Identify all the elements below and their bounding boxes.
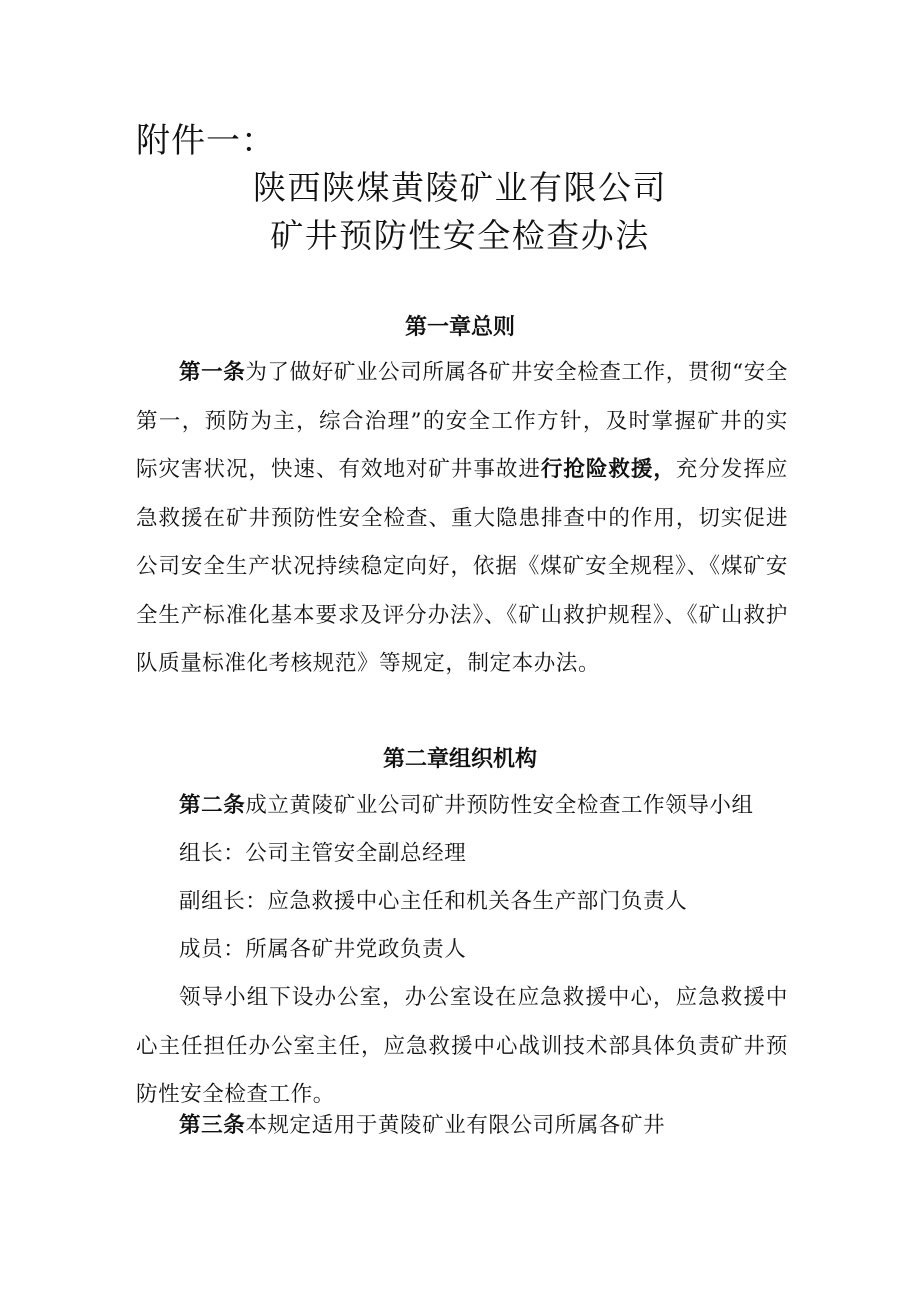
- article1-paragraph: [136, 349, 788, 689]
- group-leader-line: 组长：公司主管安全副总经理: [179, 841, 467, 866]
- article1-label: 第一条: [179, 360, 246, 385]
- article2-paragraph: [136, 782, 788, 831]
- article2-text: 成立黄陵矿业公司矿井预防性安全检查工作领导小组: [245, 793, 754, 818]
- office-paragraph: 领导小组下设办公室，办公室设在应急救援中心，应急救援中心主任担任办公室主任，应急救援中心战训技术部具体负责矿井预防性安全检查工作。: [136, 985, 788, 1107]
- chapter1-heading: 第一章总则: [404, 315, 515, 340]
- members-line: 成员：所属各矿井党政负责人: [179, 937, 467, 962]
- article1-text-part2: 充分发挥应急救援在矿井预防性安全检查、重大隐患排查中的作用，切实促进公司安全生产状况持续稳定向好，依据《煤矿安全规程》、《煤矿安全生产标准化基本要求及评分办法》、《矿山救护规程》、《矿山救护队质量标准化考核规范》等规定，制定本办法。: [136, 457, 788, 676]
- deputy-leader-line: 副组长：应急救援中心主任和机关各生产部门负责人: [179, 889, 688, 914]
- attachment-label: 附件一：: [136, 121, 276, 161]
- article2-label: 第二条: [179, 793, 246, 818]
- chapter2-heading: 第二章组织机构: [382, 747, 537, 772]
- article3-text: 本规定适用于黄陵矿业有限公司所属各矿井: [245, 1113, 666, 1138]
- article1-emphasis: 行抢险救援，: [540, 457, 676, 482]
- article3-label: 第三条: [179, 1113, 246, 1138]
- document-title-line1: 陕西陕煤黄陵矿业有限公司: [253, 168, 667, 207]
- article3-paragraph: [136, 1102, 788, 1151]
- article1-text-part1: 为了做好矿业公司所属各矿井安全检查工作，贯彻“安全第一，预防为主，综合治理”的安全工作方针，及时掌握矿井的实际灾害状况，快速、有效地对矿井事故进: [136, 360, 788, 482]
- document-title-line2: 矿井预防性安全检查办法: [270, 216, 650, 255]
